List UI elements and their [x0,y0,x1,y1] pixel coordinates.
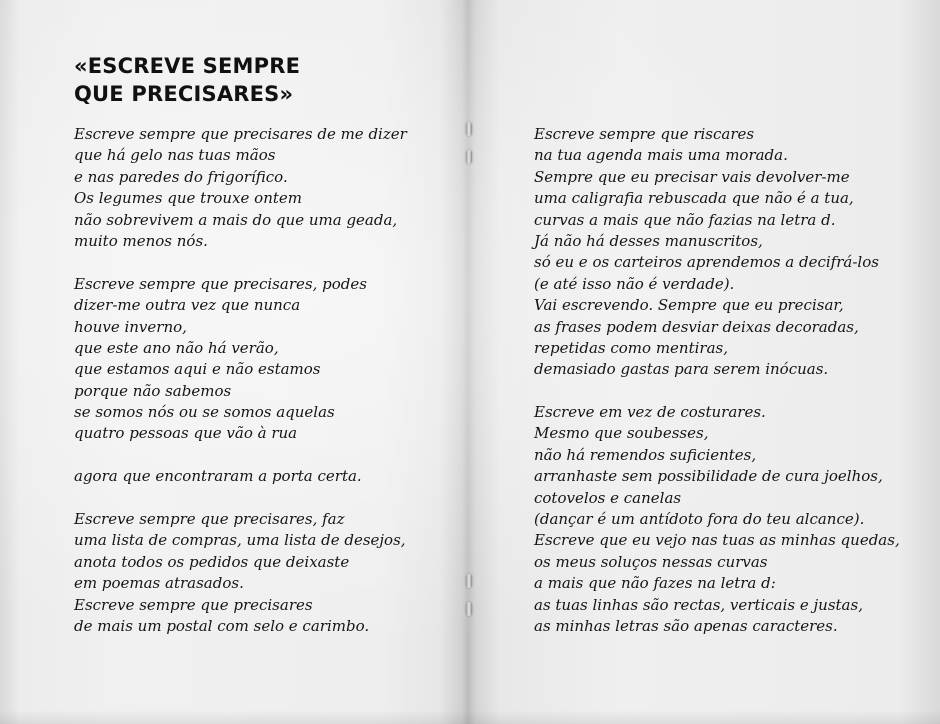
poem-line: houve inverno, [74,317,187,336]
poem-title [74,52,300,108]
right-page [468,0,940,724]
stanza-break [534,381,900,402]
poem-line: Mesmo que soubesses, [534,424,709,443]
poem-line: Escreve sempre que precisares de me dizer [74,125,407,143]
poem-line: e nas paredes do frigorífico. [74,167,288,186]
poem-line: Escreve sempre que precisares [74,595,313,614]
poem-title-line-2: QUE PRECISARES» [74,82,294,106]
poem-line: só eu e os carteiros aprendemos a decifrá-los [534,253,879,272]
stanza-break [74,445,407,466]
poem-line: em poemas atrasados. [74,574,244,593]
poem-line: porque não sabemos [74,381,232,400]
poem-line: agora que encontraram a porta certa. [74,467,362,486]
poem-line: uma lista de compras, uma lista de desejos, [74,531,406,550]
stanza-break [74,252,407,273]
poem-line: uma caligrafia rebuscada que não é a tua, [534,189,854,208]
poem-line: a mais que não fazes na letra d: [534,574,776,593]
poem-line: as frases podem desviar deixas decoradas, [534,317,859,336]
poem-line: se somos nós ou se somos aquelas [74,403,335,422]
poem-line: dizer-me outra vez que nunca [74,296,301,315]
poem-line: os meus soluços nessas curvas [534,552,768,571]
poem-title-line-1: «ESCREVE SEMPRE [74,54,301,78]
poem-line: Escreve sempre que precisares, podes [74,274,367,293]
poem-line: Escreve sempre que riscares [534,125,755,143]
right-page-poem-text [534,124,900,637]
poem-line: anota todos os pedidos que deixaste [74,552,350,571]
page-bottom-shadow [0,710,468,724]
poem-line: de mais um postal com selo e carimbo. [74,616,370,635]
poem-line: repetidas como mentiras, [534,338,728,357]
left-page-poem-text [74,124,407,637]
poem-line: (dançar é um antídoto fora do teu alcance). [534,510,865,529]
poem-line: curvas a mais que não fazias na letra d. [534,210,836,229]
poem-line: que este ano não há verão, [74,338,279,357]
poem-line: Sempre que eu precisar vais devolver-me [534,167,850,186]
poem-line: quatro pessoas que vão à rua [74,424,298,443]
poem-line: arranhaste sem possibilidade de cura joelhos, [534,467,883,486]
poem-line: as minhas letras são apenas caracteres. [534,616,838,635]
poem-line: Os legumes que trouxe ontem [74,189,302,208]
stanza-break [74,488,407,509]
poem-line: que há gelo nas tuas mãos [74,146,276,165]
poem-line: as tuas linhas são rectas, verticais e justas, [534,595,863,614]
poem-line: Escreve em vez de costurares. [534,403,766,422]
poem-line: Escreve que eu vejo nas tuas as minhas quedas, [534,531,900,550]
poem-line: na tua agenda mais uma morada. [534,146,788,165]
poem-line: não sobrevivem a mais do que uma geada, [74,210,398,229]
poem-line: não há remendos suficientes, [534,445,757,464]
poem-line: demasiado gastas para serem inócuas. [534,360,829,379]
page-bottom-shadow [468,710,940,724]
poem-line: Escreve sempre que precisares, faz [74,510,345,529]
poem-line: Já não há desses manuscritos, [534,231,763,250]
poem-line: Vai escrevendo. Sempre que eu precisar, [534,296,844,315]
poem-line: que estamos aqui e não estamos [74,360,321,379]
poem-line: cotovelos e canelas [534,488,682,507]
poem-line: muito menos nós. [74,231,208,250]
left-page [0,0,468,724]
poem-line: (e até isso não é verdade). [534,274,735,293]
